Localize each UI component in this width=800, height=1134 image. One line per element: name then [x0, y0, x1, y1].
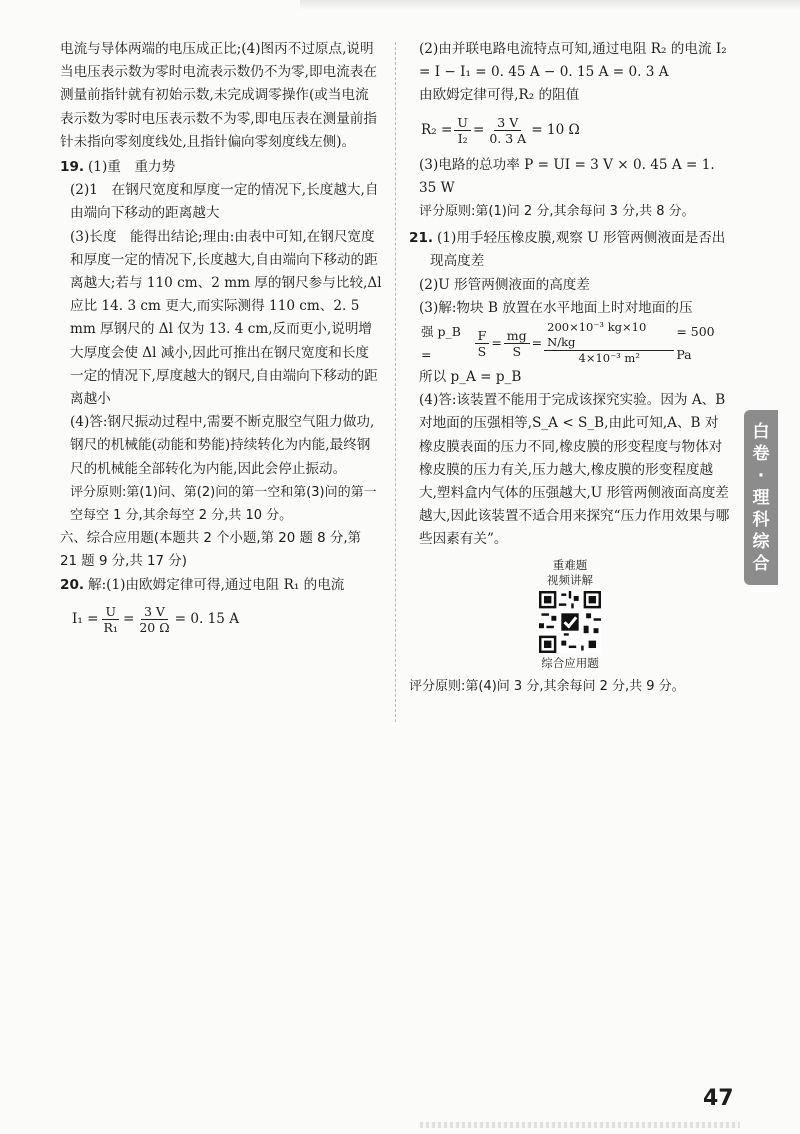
- q21-formula-pb: 强 p_B = $\frac{F}{S}$ = $\frac{mg}{S}$ = $\frac{\text{200×10⁻³ kg×10 N/kg}}{\text{4×10⁻³ m²}}$ = 500 Pa: [421, 320, 715, 366]
- qr-caption-bottom: 综合应用题: [541, 655, 599, 670]
- q20-number: 20.: [60, 576, 85, 593]
- q19-part2: (2)1 在钢尺宽度和厚度一定的情况下,长度越大,自由端向下移动的距离越大: [70, 182, 379, 222]
- q21-grading: 评分原则:第(4)问 3 分,其余每问 2 分,共 9 分。: [409, 678, 685, 694]
- q20-part2: (2)由并联电路电流特点可知,通过电阻 R₂ 的电流 I₂ = I − I₁ = 0. 45 A − 0. 15 A = 0. 3 A: [419, 41, 727, 81]
- q21-part3: (3)解:物块 B 放置在水平地面上时对地面的压: [419, 299, 693, 316]
- q19-part1: 19. (1)重 重力势: [60, 156, 382, 179]
- section-6-heading: 六、综合应用题(本题共 2 个小题,第 20 题 8 分,第 21 题 9 分,共 17 分): [60, 531, 361, 570]
- q20-part3: 由欧姆定律可得,R₂ 的阻值: [419, 87, 580, 104]
- qr-caption-top-1: 重难题: [552, 557, 588, 572]
- q18-continuation: 电流与导体两端的电压成正比;(4)图丙不过原点,说明当电压表示数为零时电流表示数仍不为零,即电流表在测量前指针就有初始示数,未完成调零操作(或当电流表示数为零时电压表示数不为零,即电压表在测量前指针未指向零刻度线处,且指针偏向零刻度线左侧)。: [60, 41, 377, 150]
- qr-code-icon[interactable]: [539, 591, 601, 653]
- page-number: 47: [703, 1086, 734, 1111]
- q21-number: 21.: [409, 230, 434, 247]
- q20-part1: 20. 解:(1)由欧姆定律可得,通过电阻 R₁ 的电流: [60, 574, 382, 597]
- page-top-shadow: [300, 0, 800, 10]
- q19-part4: (4)答:钢尺振动过程中,需要不断克服空气阻力做功,钢尺的机械能(动能和势能)持续转化为内能,最终钢尺的机械能全部转化为内能,因此会停止振动。: [70, 414, 375, 477]
- q21-part2: (2)U 形管两侧液面的高度差: [419, 276, 590, 293]
- q20-grading: 评分原则:第(1)问 2 分,其余每问 3 分,共 8 分。: [419, 204, 695, 220]
- page-bottom-edge: [420, 1122, 740, 1128]
- q21-part1: 21. (1)用手轻压橡皮膜,观察 U 形管两侧液面是否出现高度差: [409, 227, 731, 273]
- q21-part4: (4)答:该装置不能用于完成该探究实验。因为 A、B 对地面的压强相等,S_A < S_B,由此可知,A、B 对橡皮膜表面的压力不同,橡皮膜的形变程度与物体对橡皮膜的压力有关,压力越大,橡皮膜的形变程度越大,塑料盒内气体的压强越大,U 形管两侧液面高度差越大,因此该装置不适合用来探究“压力作用效果与哪些因素有关”。: [419, 392, 730, 548]
- q19-number: 19.: [60, 159, 85, 176]
- left-column: [60, 38, 382, 643]
- q21-part3-conclusion: 所以 p_A = p_B: [419, 369, 522, 386]
- video-qr-block: [409, 558, 731, 671]
- q20-part4: (3)电路的总功率 P = UI = 3 V × 0. 45 A = 1. 35 W: [419, 156, 715, 196]
- q19-grading: 评分原则:第(1)问、第(2)问的第一空和第(3)问的第一空每空 1 分,其余每空 2 分,共 10 分。: [70, 484, 377, 524]
- q19-part3: (3)长度 能得出结论;理由:由表中可知,在钢尺宽度和厚度一定的情况下,长度越大,自由端向下移动的距离越大;若与 110 cm、2 mm 厚的钢尺参与比较,Δl 应比 14. 3 cm 更大,而实际测得 110 cm、2. 5 mm 厚钢尺的 Δl 仅为 13. 4 cm,反而更小,说明增大厚度会使 Δl 减小,因此可推出在钢尺宽度和长度一定的情况下,厚度越大的钢尺,自由端向下移动的距离越小: [70, 228, 382, 408]
- right-column: [409, 38, 731, 698]
- side-tab-baijuan-science: 白 卷 · 理 科 综 合: [744, 410, 778, 585]
- qr-caption-top-2: 视频讲解: [547, 572, 593, 587]
- q20-formula-r1: R₂ = $\frac{U}{\text{I₂}}$ = $\frac{3 V}{0. 3 A}$ = 10 Ω: [421, 115, 580, 147]
- q20-formula-i1: I₁ = $\frac{U}{\text{R₁}}$ = $\frac{3 V}{20 \Omega}$ = 0. 15 A: [72, 604, 240, 636]
- column-divider: [395, 42, 396, 722]
